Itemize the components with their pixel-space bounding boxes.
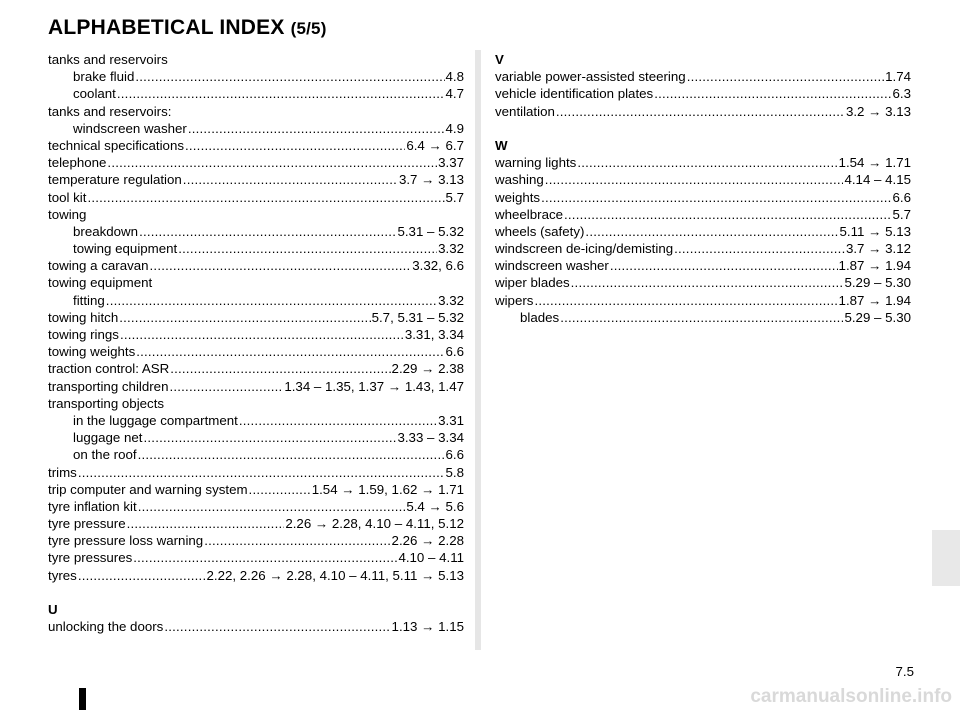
dot-leader [654, 85, 891, 102]
index-entry [48, 464, 464, 481]
page-reference: 5.4 → 5.6 [406, 498, 464, 514]
page-reference: 3.2 → 3.13 [845, 103, 911, 119]
page-number: 7.5 [895, 664, 914, 679]
index-subentry [48, 412, 464, 429]
index-spacer [48, 584, 464, 601]
page-reference: 4.10 – 4.11 [398, 550, 464, 566]
dot-leader [183, 171, 398, 188]
index-entry [48, 481, 464, 498]
page-reference: 3.33 – 3.34 [397, 430, 464, 446]
index-term: tyre pressure [48, 516, 126, 532]
page-title-part: (5/5) [290, 19, 327, 38]
dot-leader [138, 446, 445, 463]
index-term: traction control: ASR [48, 361, 170, 377]
dot-leader [556, 103, 845, 120]
dot-leader [564, 206, 891, 223]
index-subentry [48, 240, 464, 257]
page-reference: 2.22, 2.26 → 2.28, 4.10 – 4.11, 5.11 → 5.13 [206, 567, 464, 583]
index-entry [48, 137, 464, 154]
page-reference: 2.26 → 2.28 [391, 533, 464, 549]
index-spacer [495, 120, 911, 137]
index-term: tanks and reservoirs: [48, 103, 172, 119]
dot-leader [545, 171, 844, 188]
page-reference: 1.87 → 1.94 [838, 292, 911, 308]
index-term: wheels (safety) [495, 223, 585, 239]
dot-leader [107, 154, 437, 171]
index-term: tanks and reservoirs [48, 52, 168, 67]
index-subentry [48, 68, 464, 85]
index-entry [48, 532, 464, 549]
index-column-left [48, 51, 464, 635]
index-subentry [48, 223, 464, 240]
index-term: on the roof [73, 447, 137, 463]
index-letter-heading: U [48, 602, 58, 617]
watermark: carmanualsonline.info [750, 686, 952, 707]
index-entry [495, 257, 911, 274]
dot-leader [127, 515, 285, 532]
index-term: towing equipment [73, 241, 178, 257]
index-entry [495, 240, 911, 257]
index-term: windscreen de-icing/demisting [495, 241, 674, 257]
index-term: wiper blades [495, 275, 570, 291]
index-term: trims [48, 464, 77, 480]
dot-leader [150, 257, 412, 274]
index-term: towing equipment [48, 275, 153, 291]
index-entry [48, 515, 464, 532]
dot-leader [534, 292, 837, 309]
page-title-text: ALPHABETICAL INDEX [48, 16, 285, 39]
page-reference: 5.8 [445, 464, 464, 480]
page-reference: 1.54 → 1.71 [838, 155, 911, 171]
index-term: brake fluid [73, 69, 135, 85]
page-reference: 5.29 – 5.30 [844, 275, 911, 291]
dot-leader [577, 154, 837, 171]
index-term: towing rings [48, 327, 119, 342]
index-term: ventilation [495, 103, 555, 119]
index-subentry [48, 120, 464, 137]
dot-leader [120, 326, 404, 343]
dot-leader [560, 309, 843, 326]
index-entry [48, 378, 464, 395]
index-term: washing [495, 172, 544, 188]
index-term: unlocking the doors [48, 619, 164, 635]
corner-mark [79, 688, 86, 710]
page-reference: 1.74 [885, 69, 911, 85]
index-entry [495, 274, 911, 291]
index-term: breakdown [73, 223, 139, 239]
index-term: vehicle identification plates [495, 86, 654, 102]
page-reference: 3.32 [438, 241, 464, 257]
page-reference: 4.9 [445, 120, 464, 136]
index-term: wheelbrace [495, 206, 564, 222]
dot-leader [78, 464, 445, 481]
index-subentry [48, 292, 464, 309]
page-reference: 1.54 → 1.59, 1.62 → 1.71 [311, 481, 464, 497]
index-term: warning lights [495, 155, 577, 171]
index-term: tool kit [48, 189, 87, 205]
dot-leader [249, 481, 311, 498]
dot-leader [610, 257, 838, 274]
dot-leader [164, 618, 390, 635]
page-reference: 1.34 – 1.35, 1.37 → 1.43, 1.47 [284, 378, 464, 394]
index-term: temperature regulation [48, 172, 182, 188]
page-reference: 6.6 [445, 447, 464, 463]
index-term: telephone [48, 155, 107, 171]
dot-leader [135, 68, 444, 85]
index-entry [48, 360, 464, 377]
index-term: technical specifications [48, 137, 184, 153]
index-entry [495, 223, 911, 240]
page-reference: 6.3 [892, 86, 911, 102]
index-entry [48, 154, 464, 171]
index-entry [48, 309, 464, 326]
index-subentry [48, 85, 464, 102]
dot-leader [571, 274, 844, 291]
page-reference: 5.7 [445, 189, 464, 205]
page-reference: 1.87 → 1.94 [838, 258, 911, 274]
index-term: transporting children [48, 378, 169, 394]
index-entry [48, 326, 464, 343]
index-term: coolant [73, 86, 116, 102]
index-entry [495, 154, 911, 171]
index-term: wipers [495, 292, 534, 308]
page-reference: 4.7 [445, 86, 464, 102]
index-entry [495, 68, 911, 85]
index-entry [48, 206, 464, 223]
index-entry [48, 103, 464, 120]
dot-leader [585, 223, 838, 240]
index-entry [495, 206, 911, 223]
index-term: luggage net [73, 430, 143, 446]
page-reference: 3.32, 6.6 [412, 258, 464, 274]
page-reference: 6.4 → 6.7 [406, 137, 464, 153]
index-term: trip computer and warning system [48, 481, 248, 497]
dot-leader [674, 240, 845, 257]
page-reference: 4.14 – 4.15 [844, 172, 911, 188]
index-term: towing [48, 206, 87, 222]
index-term: tyre inflation kit [48, 498, 137, 514]
index-term: variable power-assisted steering [495, 69, 686, 85]
dot-leader [119, 309, 370, 326]
index-term: tyre pressure loss warning [48, 533, 204, 549]
index-entry [495, 292, 911, 309]
index-term: blades [520, 309, 560, 325]
page-reference: 3.31 [438, 412, 464, 428]
page-reference: 5.7 [892, 206, 911, 222]
index-entry [48, 343, 464, 360]
index-entry [48, 189, 464, 206]
index-term: in the luggage compartment [73, 412, 238, 428]
dot-leader [204, 532, 390, 549]
page-reference: 3.7 → 3.12 [845, 241, 911, 257]
page-reference: 3.32 [438, 292, 464, 308]
index-term: windscreen washer [495, 258, 609, 274]
page-reference: 5.31 – 5.32 [397, 223, 464, 239]
index-term: windscreen washer [73, 120, 187, 136]
page-reference: 3.31, 3.34 [404, 327, 464, 342]
dot-leader [117, 85, 445, 102]
dot-leader [541, 189, 891, 206]
page-reference: 3.7 → 3.13 [398, 172, 464, 188]
index-subentry [495, 309, 911, 326]
page-reference: 5.29 – 5.30 [844, 309, 911, 325]
index-entry [48, 257, 464, 274]
index-entry [48, 618, 464, 635]
index-entry [48, 567, 464, 584]
dot-leader [687, 68, 884, 85]
dot-leader [170, 360, 390, 377]
index-letter-heading: V [495, 52, 504, 67]
column-divider [475, 50, 481, 650]
index-term: tyre pressures [48, 550, 133, 566]
page-reference: 5.7, 5.31 – 5.32 [371, 309, 464, 325]
page-title [48, 16, 327, 40]
index-entry [48, 395, 464, 412]
index-entry [48, 274, 464, 291]
page-reference: 6.6 [445, 344, 464, 360]
index-term: towing a caravan [48, 258, 149, 274]
dot-leader [78, 567, 206, 584]
page-reference: 5.11 → 5.13 [839, 223, 911, 239]
section-tab [932, 530, 960, 586]
dot-leader [136, 343, 444, 360]
dot-leader [106, 292, 437, 309]
page-reference: 1.13 → 1.15 [391, 619, 464, 635]
dot-leader [239, 412, 437, 429]
page-reference: 3.37 [438, 155, 464, 171]
index-entry [495, 189, 911, 206]
index-term: tyres [48, 567, 77, 583]
dot-leader [138, 498, 406, 515]
page-reference: 4.8 [445, 69, 464, 85]
page-reference: 6.6 [892, 189, 911, 205]
index-subentry [48, 429, 464, 446]
index-term: transporting objects [48, 395, 165, 411]
dot-leader [139, 223, 396, 240]
index-entry [495, 85, 911, 102]
dot-leader [133, 549, 397, 566]
index-term: weights [495, 189, 541, 205]
index-entry [48, 498, 464, 515]
page-reference: 2.29 → 2.38 [391, 361, 464, 377]
dot-leader [169, 378, 283, 395]
index-term: fitting [73, 292, 105, 308]
index-entry [495, 171, 911, 188]
dot-leader [185, 137, 405, 154]
index-entry [48, 51, 464, 68]
dot-leader [144, 429, 397, 446]
index-entry [48, 549, 464, 566]
dot-leader [87, 189, 444, 206]
dot-leader [178, 240, 437, 257]
index-term: towing weights [48, 344, 136, 360]
index-term: towing hitch [48, 309, 119, 325]
index-subentry [48, 446, 464, 463]
index-entry [495, 103, 911, 120]
dot-leader [188, 120, 445, 137]
index-letter-heading: W [495, 137, 508, 153]
index-column-right [495, 51, 911, 326]
page-reference: 2.26 → 2.28, 4.10 – 4.11, 5.12 [285, 516, 464, 532]
index-entry [48, 171, 464, 188]
